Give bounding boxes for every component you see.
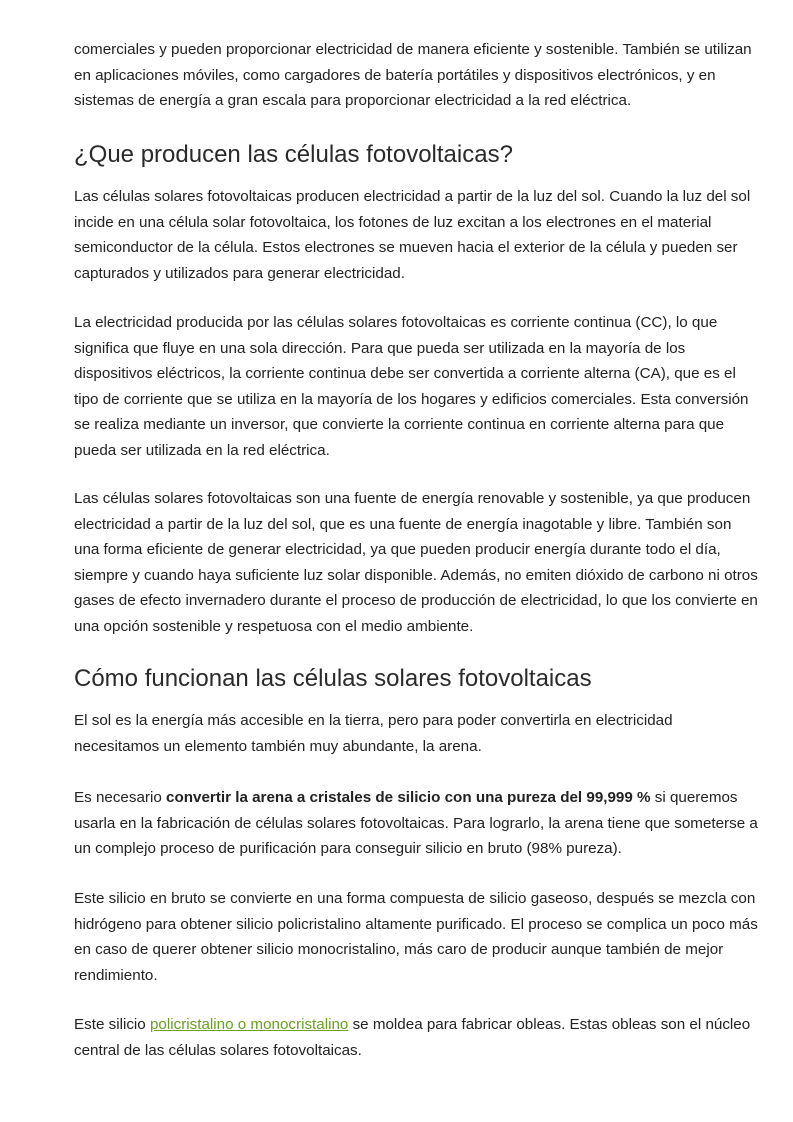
paragraph-obleas	[74, 1012, 760, 1063]
section-heading-como-funcionan: Cómo funcionan las células solares fotovoltaicas	[74, 665, 592, 692]
text: se moldea para fabricar obleas. Estas obleas son el núcleo central de las células solares fotovoltaicas.	[74, 1016, 751, 1059]
paragraph-pureza	[74, 785, 760, 862]
paragraph: Las células solares fotovoltaicas producen electricidad a partir de la luz del sol. Cuando la luz del sol incide en una célula solar fotovoltaica, los fotones de luz excitan a los electrones en el material semiconductor de la célula. Estos electrones se mueven hacia el exterior de la célula y pueden ser capturados y utilizados para generar electricidad.	[74, 188, 751, 282]
text: si queremos usarla en la fabricación de células solares fotovoltaicas. Para lograrlo, la arena tiene que someterse a un complejo proceso de purificación para conseguir silicio en bruto (98% pureza).	[74, 789, 758, 857]
section-heading-que-producen: ¿Que producen las células fotovoltaicas?	[74, 141, 513, 168]
policristalino-monocristalino-link[interactable]: policristalino o monocristalino	[149, 1016, 349, 1033]
bold-text: convertir la arena a cristales de silicio con una pureza del 99,999 %	[166, 789, 651, 806]
text: Es necesario	[74, 789, 167, 806]
paragraph: Las células solares fotovoltaicas son una fuente de energía renovable y sostenible, ya que producen electricidad a partir de la luz del sol, que es una fuente de energía inagotable y libre. También son una forma eficiente de generar electricidad, ya que pueden producir energía durante todo el día, siempre y cuando haya suficiente luz solar disponible. Además, no emiten dióxido de carbono ni otros gases de efecto invernadero durante el proceso de producción de electricidad, lo que los convierte en una opción sostenible y respetuosa con el medio ambiente.	[74, 490, 758, 635]
paragraph: La electricidad producida por las células solares fotovoltaicas es corriente continua (CC), lo que significa que fluye en una sola dirección. Para que pueda ser utilizada en la mayoría de los dispositivos eléctricos, la corriente continua debe ser convertida a corriente alterna (CA), que es el tipo de corriente que se utiliza en la mayoría de los hogares y edificios comerciales. Esta conversión se realiza mediante un inversor, que convierte la corriente continua en corriente alterna para que pueda ser utilizada en la red eléctrica.	[74, 314, 749, 459]
text: Este silicio	[74, 1016, 150, 1033]
paragraph: El sol es la energía más accesible en la tierra, pero para poder convertirla en electricidad necesitamos un elemento también muy abundante, la arena.	[74, 712, 673, 755]
intro-paragraph: comerciales y pueden proporcionar electricidad de manera eficiente y sostenible. También se utilizan en aplicaciones móviles, como cargadores de batería portátiles y dispositivos electrónicos, y en sistemas de energía a gran escala para proporcionar electricidad a la red eléctrica.	[74, 41, 752, 109]
paragraph: Este silicio en bruto se convierte en una forma compuesta de silicio gaseoso, después se mezcla con hidrógeno para obtener silicio policristalino altamente purificado. El proceso se complica un poco más en caso de querer obtener silicio monocristalino, más caro de producir aunque también de mejor rendimiento.	[74, 890, 758, 984]
